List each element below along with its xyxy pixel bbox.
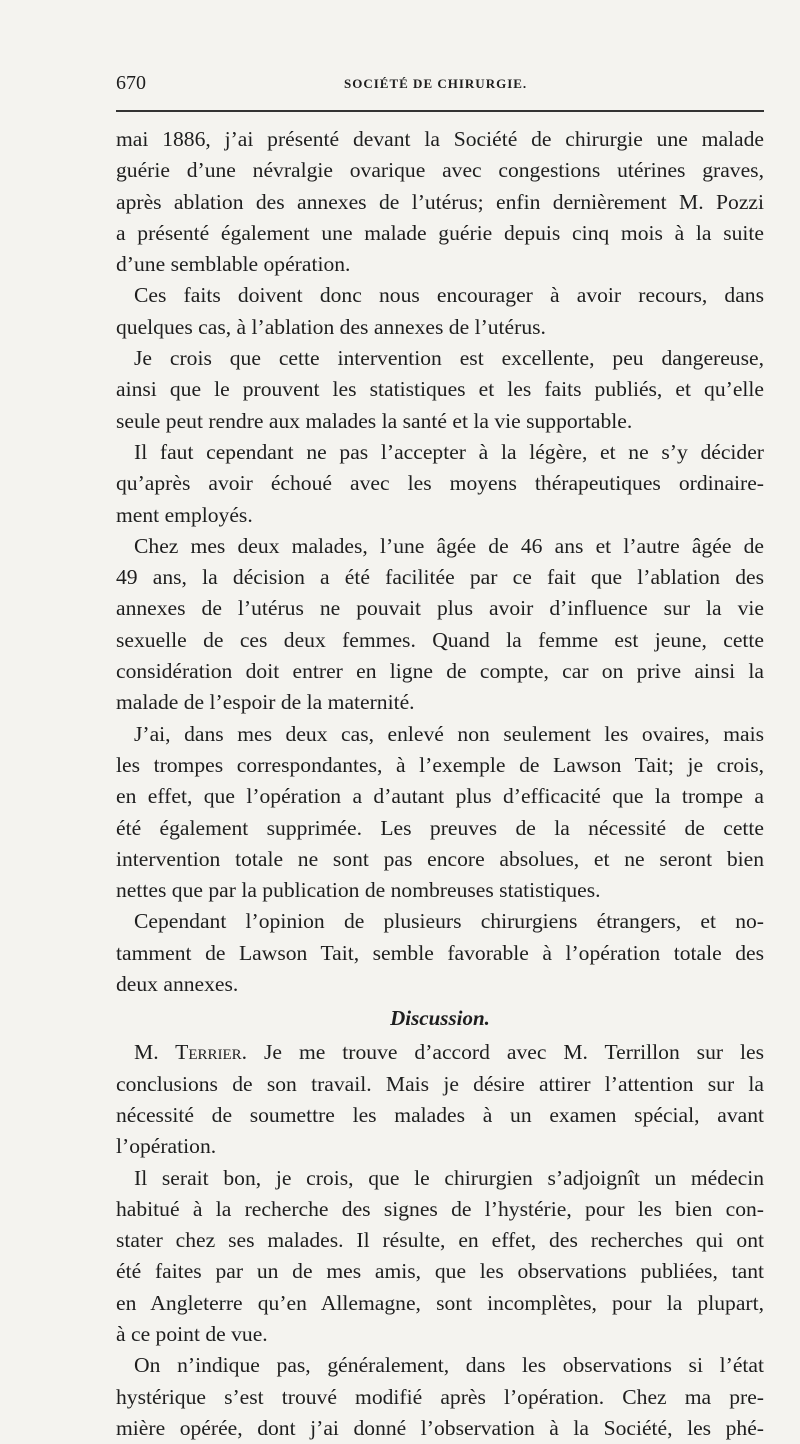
text-line: guérie d’une névralgie ovarique avec congestions utérines graves, [116,158,764,183]
text-line: les trompes correspondantes, à l’exemple de Lawson Tait; je crois, [116,752,764,777]
text-line: 49 ans, la décision a été facilitée par ce fait que l’ablation des [116,565,764,590]
text-line: ment employés. [116,502,253,527]
page-number: 670 [116,72,146,94]
text-line: tamment de Lawson Tait, semble favorable à l’opération totale des [116,940,764,965]
speaker-line [116,1037,764,1068]
header-rule [116,110,764,112]
text-line: stater chez ses malades. Il résulte, en effet, des recherches qui ont [116,1228,764,1253]
text-line: considération doit entrer en ligne de compte, car on prive ainsi la [116,659,764,684]
text-line: Ces faits doivent donc nous encourager à avoir recours, dans [134,283,764,308]
text-line: à ce point de vue. [116,1321,268,1346]
section-heading: Discussion. [390,1006,490,1031]
body-text [116,124,764,1444]
speaker-line-text: Je me trouve d’accord avec M. Terrillon sur les [264,1040,765,1065]
text-line: intervention totale ne sont pas encore absolues, et ne seront bien [116,846,764,871]
text-line: annexes de l’utérus ne pouvait plus avoir d’influence sur la vie [116,596,764,621]
text-line: d’une semblable opération. [116,252,351,277]
text-line: ainsi que le prouvent les statistiques et les faits publiés, et qu’elle [116,377,764,402]
page-header [116,72,764,102]
text-line: hystérique s’est trouvé modifié après l’opération. Chez ma pre- [116,1384,764,1409]
text-line: nettes que par la publication de nombreuses statistiques. [116,878,601,903]
running-title: SOCIÉTÉ DE CHIRURGIE. [344,76,528,91]
text-line: Il serait bon, je crois, que le chirurgien s’adjoignît un médecin [134,1165,764,1190]
text-line: après ablation des annexes de l’utérus; enfin dernièrement M. Pozzi [116,189,764,214]
text-line: l’opération. [116,1134,217,1159]
text-line: deux annexes. [116,972,239,997]
text-line: On n’indique pas, généralement, dans les observations si l’état [134,1353,764,1378]
text-line: Je crois que cette intervention est excellente, peu dangereuse, [134,346,764,371]
text-line: nécessité de soumettre les malades à un examen spécial, avant [116,1102,764,1127]
text-line: conclusions de son travail. Mais je désire attirer l’attention sur la [116,1071,764,1096]
text-line: Il faut cependant ne pas l’accepter à la légère, et ne s’y décider [134,439,764,464]
text-line: en effet, que l’opération a d’autant plus d’efficacité que la trompe a [116,784,764,809]
text-line: a présenté également une malade guérie depuis cinq mois à la suite [116,220,764,245]
text-line: Cependant l’opinion de plusieurs chirurgiens étrangers, et no- [134,909,764,934]
text-line: malade de l’espoir de la maternité. [116,690,415,715]
speaker-name: M. Terrier. [134,1040,248,1065]
text-line: Chez mes deux malades, l’une âgée de 46 ans et l’autre âgée de [134,533,764,558]
text-line: sexuelle de ces deux femmes. Quand la femme est jeune, cette [116,627,764,652]
text-line: en Angleterre qu’en Allemagne, sont incomplètes, pour la plupart, [116,1290,764,1315]
text-line: qu’après avoir échoué avec les moyens thérapeutiques ordinaire- [116,471,764,496]
text-line: quelques cas, à l’ablation des annexes de l’utérus. [116,314,546,339]
text-line: J’ai, dans mes deux cas, enlevé non seulement les ovaires, mais [134,721,764,746]
text-line: été faites par un de mes amis, que les observations publiées, tant [116,1259,764,1284]
text-line: mière opérée, dont j’ai donné l’observation à la Société, les phé- [116,1415,764,1440]
text-line: mai 1886, j’ai présenté devant la Société de chirurgie une malade [116,127,764,151]
text-line: seule peut rendre aux malades la santé et la vie supportable. [116,408,633,433]
text-line: habitué à la recherche des signes de l’hystérie, pour les bien con- [116,1196,764,1221]
text-line: été également supprimée. Les preuves de la nécessité de cette [116,815,764,840]
